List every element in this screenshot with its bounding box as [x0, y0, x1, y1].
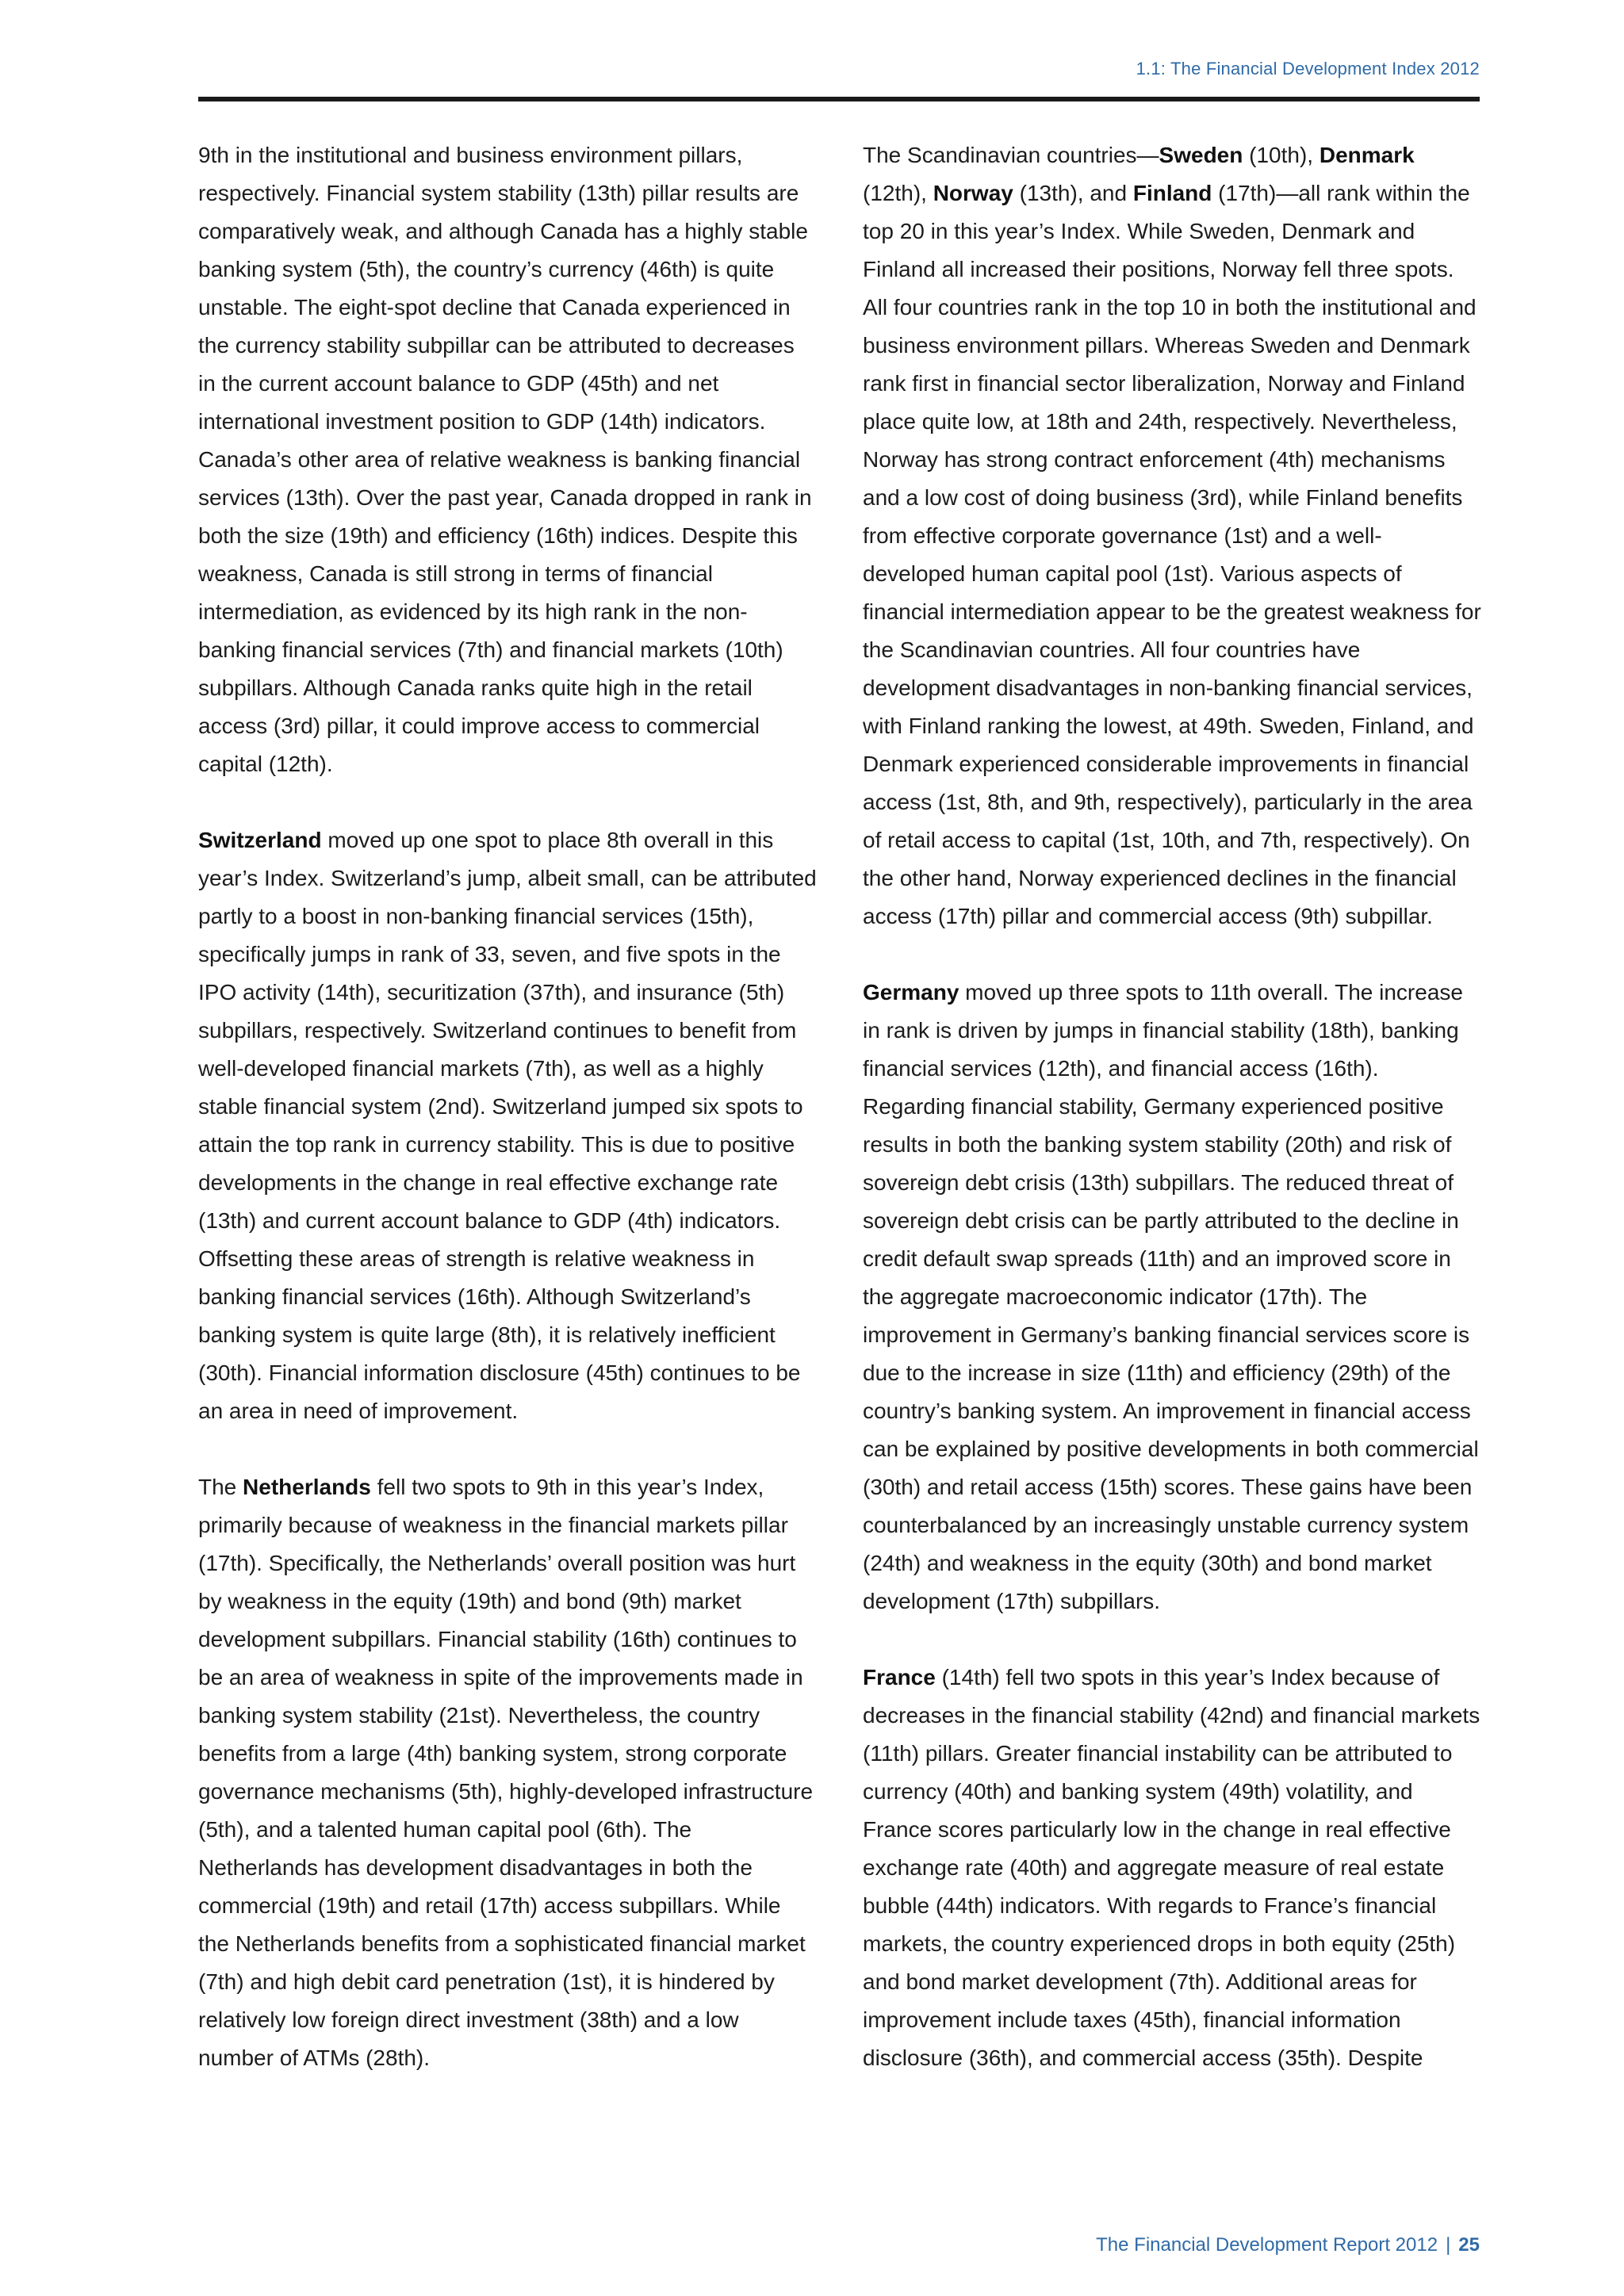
paragraph-text: (10th),	[1243, 143, 1320, 167]
page-footer	[1096, 2234, 1480, 2256]
paragraph-text: (12th),	[863, 181, 933, 205]
country-name-netherlands: Netherlands	[243, 1475, 371, 1499]
paragraph-text-prefix: The	[198, 1475, 243, 1499]
paragraph-text: 9th in the institutional and business environment pillars, respectively. Financial system stability (13th) pillar results are comparatively weak, and although Canada has a highly stable banking system (5th), the country’s currency (46th) is quite unstable. The eight-spot decline that Canada experienced in the currency stability subpillar can be attributed to decreases in the current account balance to GDP (45th) and net international investment position to GDP (14th) indicators. Canada’s other area of relative weakness is banking financial services (13th). Over the past year, Canada dropped in rank in both the size (19th) and efficiency (16th) indices. Despite this weakness, Canada is still strong in terms of financial intermediation, as evidenced by its high rank in the non-banking financial services (7th) and financial markets (10th) subpillars. Although Canada ranks quite high in the retail access (3rd) pillar, it could improve access to commercial capital (12th).	[198, 143, 812, 776]
country-name-germany: Germany	[863, 980, 959, 1004]
paragraph-text: (13th), and	[1013, 181, 1133, 205]
header-rule	[198, 97, 1480, 101]
country-name-denmark: Denmark	[1319, 143, 1415, 167]
paragraph-text: fell two spots to 9th in this year’s Index, primarily because of weakness in the financial markets pillar (17th). Specifically, the Netherlands’ overall position was hurt by weakness in the equity (19th) and bond (9th) market development subpillars. Financial stability (16th) continues to be an area of weakness in spite of the improvements made in banking system stability (21st). Nevertheless, the country benefits from a large (4th) banking system, strong corporate governance mechanisms (5th), highly-developed infrastructure (5th), and a talented human capital pool (6th). The Netherlands has development disadvantages in both the commercial (19th) and retail (17th) access subpillars. While the Netherlands benefits from a sophisticated financial market (7th) and high debit card penetration (1st), it is hindered by relatively low foreign direct investment (38th) and a low number of ATMs (28th).	[198, 1475, 814, 2070]
paragraph-germany	[863, 974, 1481, 1621]
right-column	[863, 136, 1481, 2077]
paragraph-text: moved up three spots to 11th overall. The increase in rank is driven by jumps in financial stability (18th), banking financial services (12th), and financial access (16th). Regarding financial stability, Germany experienced positive results in both the banking system stability (20th) and risk of sovereign debt crisis (13th) subpillars. The reduced threat of sovereign debt crisis can be partly attributed to the decline in credit default swap spreads (11th) and an improved score in the aggregate macroeconomic indicator (17th). The improvement in Germany’s banking financial services score is due to the increase in size (11th) and efficiency (29th) of the country’s banking system. An improvement in financial access can be explained by positive developments in both commercial (30th) and retail access (15th) scores. These gains have been counterbalanced by an increasingly unstable currency system (24th) and weakness in the equity (30th) and bond market development (17th) subpillars.	[863, 980, 1479, 1613]
country-name-norway: Norway	[933, 181, 1013, 205]
footer-report-title: The Financial Development Report 2012	[1096, 2234, 1438, 2256]
paragraph-text: The Scandinavian countries—	[863, 143, 1159, 167]
country-name-finland: Finland	[1132, 181, 1212, 205]
footer-separator: |	[1446, 2234, 1451, 2256]
page-number: 25	[1458, 2234, 1480, 2256]
left-column	[198, 136, 817, 2077]
country-name-switzerland: Switzerland	[198, 828, 322, 852]
paragraph-france	[863, 1659, 1481, 2077]
paragraph-netherlands	[198, 1468, 817, 2077]
paragraph-text: (17th)—all rank within the top 20 in this year’s Index. While Sweden, Denmark and Finland all increased their positions, Norway fell three spots. All four countries rank in the top 10 in both the institutional and business environment pillars. Whereas Sweden and Denmark rank first in financial sector liberalization, Norway and Finland place quite low, at 18th and 24th, respectively. Nevertheless, Norway has strong contract enforcement (4th) mechanisms and a low cost of doing business (3rd), while Finland benefits from effective corporate governance (1st) and a well-developed human capital pool (1st). Various aspects of financial intermediation appear to be the greatest weakness for the Scandinavian countries. All four countries have development disadvantages in non-banking financial services, with Finland ranking the lowest, at 49th. Sweden, Finland, and Denmark experienced considerable improvements in financial access (1st, 8th, and 9th, respectively), particularly in the area of retail access to capital (1st, 10th, and 7th, respectively). On the other hand, Norway experienced declines in the financial access (17th) pillar and commercial access (9th) subpillar.	[863, 181, 1481, 928]
country-name-sweden: Sweden	[1159, 143, 1243, 167]
country-name-france: France	[863, 1665, 936, 1689]
running-header: 1.1: The Financial Development Index 2012	[1136, 59, 1480, 78]
paragraph-text: (14th) fell two spots in this year’s Index because of decreases in the financial stability (42nd) and financial markets (11th) pillars. Greater financial instability can be attributed to currency (40th) and banking system (49th) volatility, and France scores particularly low in the change in real effective exchange rate (40th) and aggregate measure of real estate bubble (44th) indicators. With regards to France’s financial markets, the country experienced drops in both equity (25th) and bond market development (7th). Additional areas for improvement include taxes (45th), financial information disclosure (36th), and commercial access (35th). Despite	[863, 1665, 1480, 2070]
paragraph-scandinavia	[863, 136, 1481, 936]
paragraph-canada-continued	[198, 136, 817, 783]
paragraph-text: moved up one spot to place 8th overall in this year’s Index. Switzerland’s jump, albeit small, can be attributed partly to a boost in non-banking financial services (15th), specifically jumps in rank of 33, seven, and five spots in the IPO activity (14th), securitization (37th), and insurance (5th) subpillars, respectively. Switzerland continues to benefit from well-developed financial markets (7th), as well as a highly stable financial system (2nd). Switzerland jumped six spots to attain the top rank in currency stability. This is due to positive developments in the change in real effective exchange rate (13th) and current account balance to GDP (4th) indicators. Offsetting these areas of strength is relative weakness in banking financial services (16th). Although Switzerland’s banking system is quite large (8th), it is relatively inefficient (30th). Financial information disclosure (45th) continues to be an area in need of improvement.	[198, 828, 817, 1423]
paragraph-switzerland	[198, 821, 817, 1430]
